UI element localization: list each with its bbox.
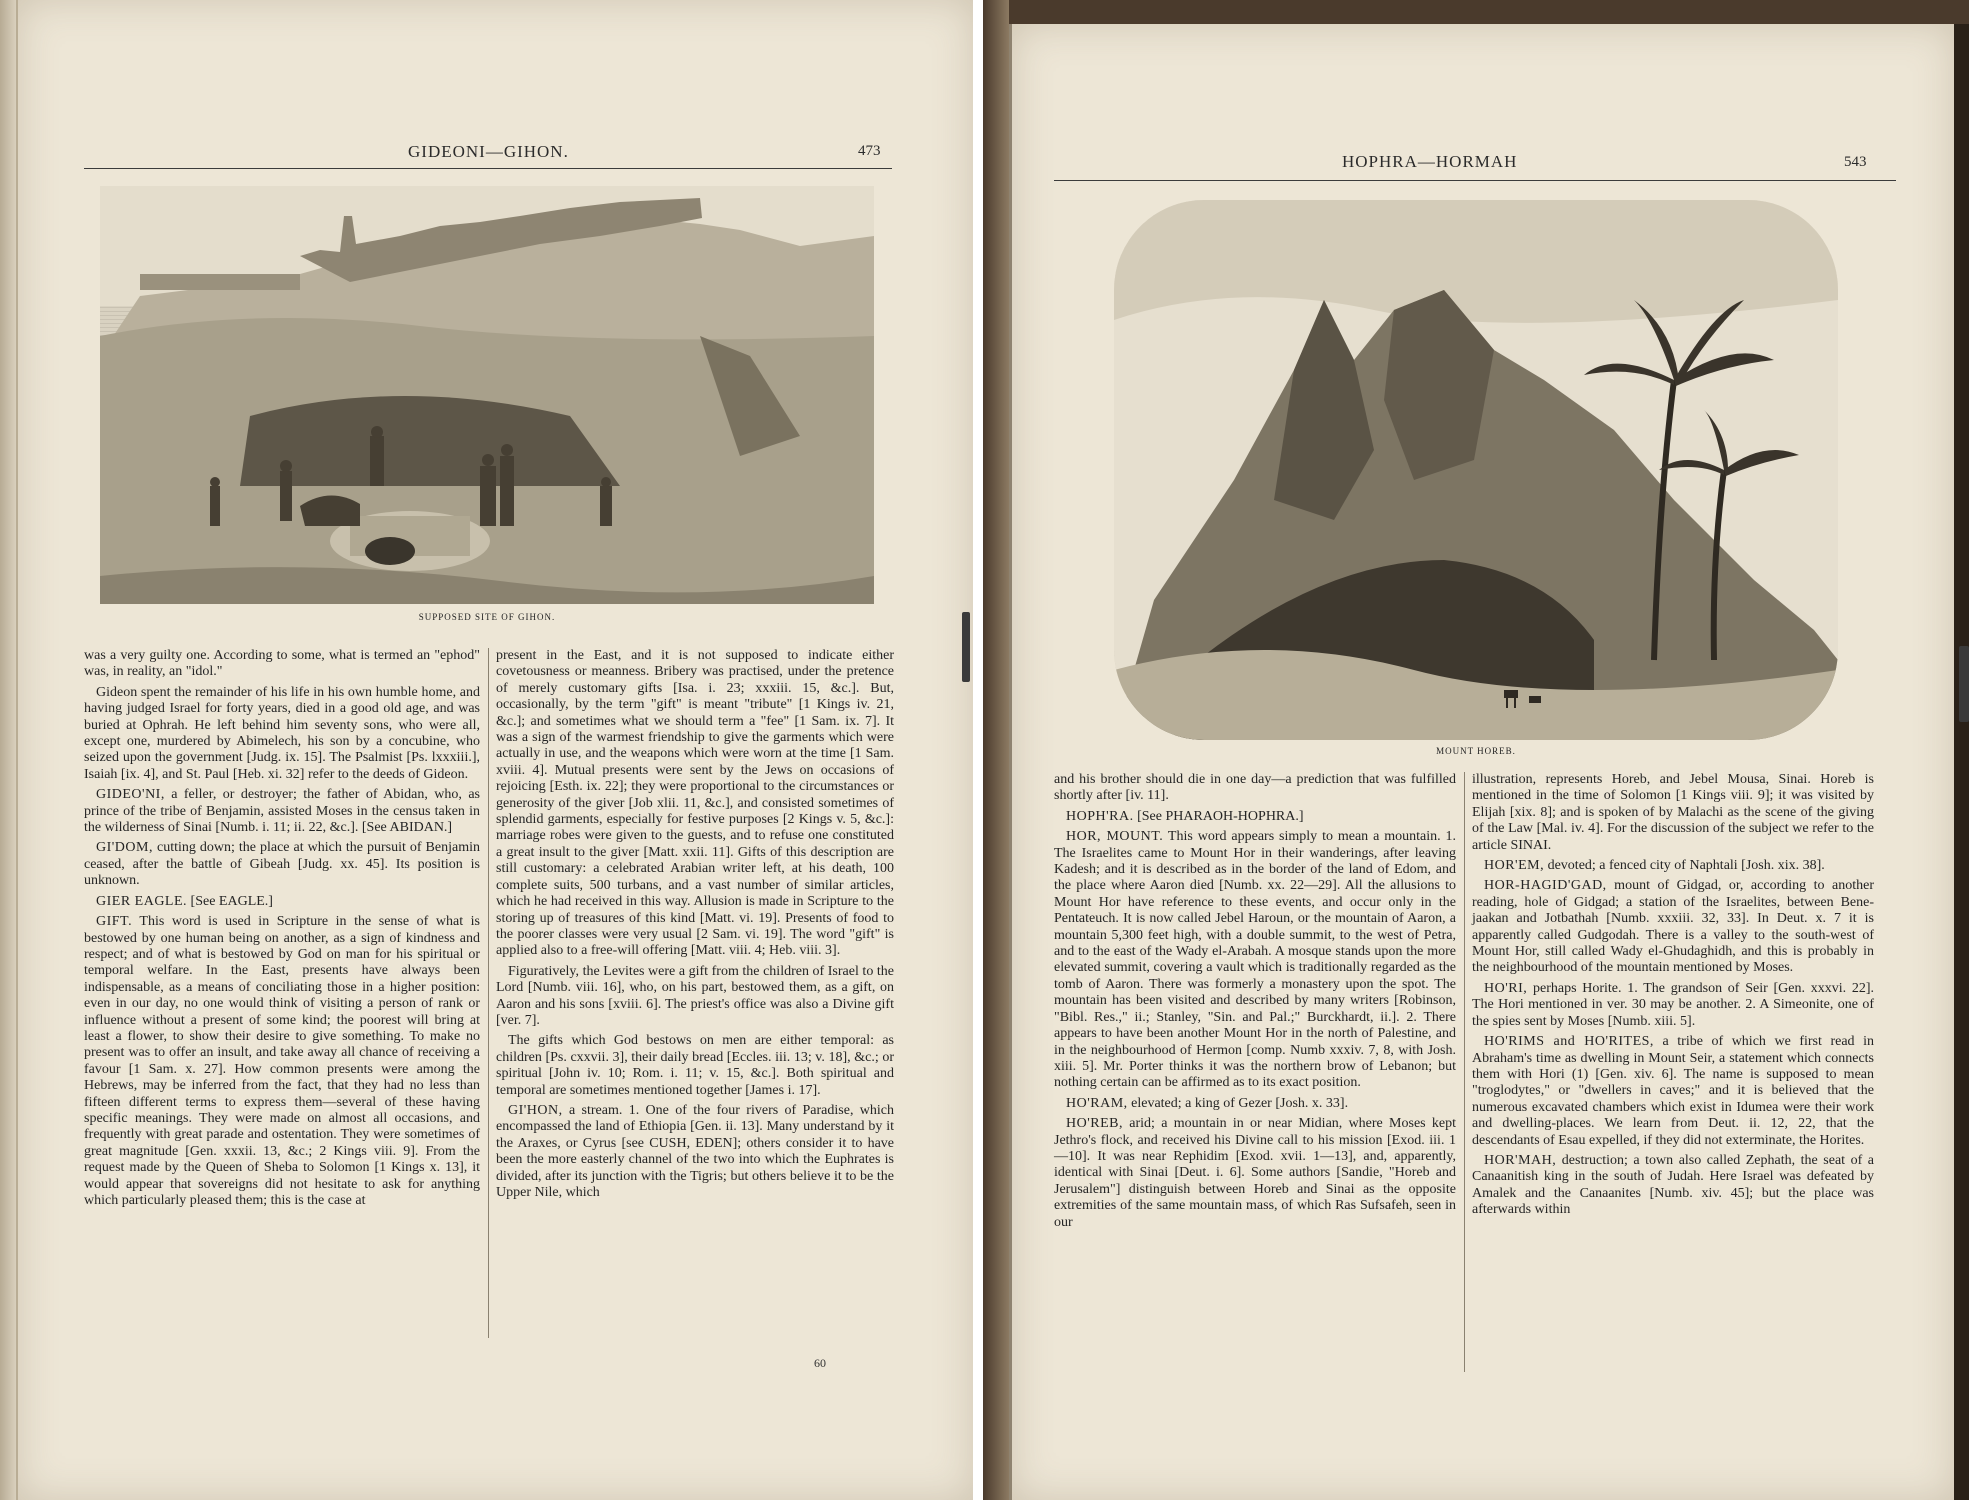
right-book-cover-edge xyxy=(983,0,1009,1500)
entry-text: devoted; a fenced city of Naphtali [Josh. xix. 38]. xyxy=(1544,858,1825,874)
entry-text: cutting down; the place at which the pursuit of Benjamin ceased, after the battle of Gibeah [Judg. xx. 45]. Its position is unknown. xyxy=(84,840,480,889)
left-page-number: 473 xyxy=(858,143,881,159)
entry-horam xyxy=(1054,1096,1456,1112)
entry-hormah xyxy=(1472,1153,1874,1219)
entry-head: HO'RI, xyxy=(1484,980,1528,996)
entry-head: GI'HON, xyxy=(508,1102,563,1118)
right-header-rule xyxy=(1054,180,1896,181)
left-column-2 xyxy=(496,648,894,1205)
left-page-photo xyxy=(0,0,973,1500)
right-page-photo xyxy=(983,0,1969,1500)
book-clasp xyxy=(1959,646,1969,722)
entry-horims-horites xyxy=(1472,1034,1874,1149)
right-page-number: 543 xyxy=(1844,154,1867,170)
entry-text: destruction; a town also called Zephath, the seat of a Canaanitish king in the south of Judah. Here Israel was defeated by Amalek and the Canaanites [Numb. xiv. 45]; but the place was afterwards within xyxy=(1472,1152,1874,1218)
entry-text: This word appears simply to mean a mountain. 1. The Israelites came to Mount Hor in their wanderings, after leaving Kadesh; and it is described as in the border of the land of Edom, and the place where Aaron died [Numb. xx. 22—29]. All the allusions to Mount Hor have reference to these events, and occur only in the Pentateuch. It is now called Jebel Haroun, or the mountain of Aaron, a mountain 5,300 feet high, with a double summit, to the west of Petra, and to the east of the Wady el-Arabah. A mosque stands upon the more elevated summit, covering a vault which is traditionally regarded as the tomb of Aaron. There was formerly a monastery upon the spot. The mountain has been visited and described by many writers [Robinson, "Bibl. Res.," ii.; Stanley, "Sin. and Pal.;" Burckhardt, ii.]. 2. There appears to have been another Mount Hor in the north of Palestine, and in the neighbourhood of Hermon [comp. Numb xxxiv. 7, 8, with Josh. xiii. 5]. Mr. Porter thinks it was the northern brow of Lebanon; but nothing certain can be affirmed as to its exact position. xyxy=(1054,829,1456,1091)
entry-hophra xyxy=(1054,809,1456,825)
paragraph-text: illustration, represents Horeb, and Jebel Mousa, Sinai. Horeb is mentioned in the time of Solomon [1 Kings viii. 9]; it was visited by Elijah [xix. 8]; and is spoken of by Malachi as the scene of the giving of the Law [Mal. iv. 4]. For the discussion of the subject we refer to the article SINAI. xyxy=(1472,772,1874,853)
entry-text: elevated; a king of Gezer [Josh. x. 33]. xyxy=(1127,1095,1349,1111)
right-running-head: HOPHRA—HORMAH xyxy=(1342,152,1518,171)
entry-head: HOPH'RA. xyxy=(1066,808,1134,824)
left-column-1 xyxy=(84,648,480,1213)
mount-horeb-engraving xyxy=(1114,200,1838,740)
entry-horem xyxy=(1472,858,1874,874)
gihon-caption: SUPPOSED SITE OF GIHON. xyxy=(418,612,556,622)
book-cover-top xyxy=(983,0,1969,24)
paragraph xyxy=(1472,772,1874,854)
paragraph-text: present in the East, and it is not supposed to indicate either covetousness or meanness. Bribery was practised, under the pretence of merely customary gifts [Isa. i. 23; xxxiii. 15, &c.]. But, occasionally, by the term "gift" is meant "tribute" [1 Kings iv. 21, &c.]; and sometimes what we should term a "fee" [1 Sam. ix. 7]. It was a sign of the warmest friendship to give the garments which were actually in use, and the weapons which were worn at the time [1 Sam. xviii. 4]. Mutual presents were sent by the Jews on occasions of rejoicing [Esth. ix. 22]; they were proportional to the circumstances or generosity of the giver [Job xlii. 11, &c.], and consisted sometimes of splendid garments, especially for festive purposes [2 Kings v. 5, &c.]: marriage robes were given to the guests, and to refuse one constituted a great insult to the giver [Matt. xxii. 11]. Gifts of this description are still customary: a celebrated Arabian writer left, at his death, 100 complete suits, 500 turbans, and a vast number of similar articles, which he had received in this way. Allusion is made in Scripture to the storing up of treasures of this kind [Matt. vi. 19]. Presents of food to the poorer classes were very usual [2 Sam. vi. 19]. The word "gift" is applied also to a free-will offering [Matt. viii. 4; Heb. viii. 3]. xyxy=(496,648,894,959)
entry-text: [See PHARAOH-HOPHRA.] xyxy=(1133,808,1304,824)
entry-head: HOR'EM, xyxy=(1484,858,1545,874)
paragraph-text: Figuratively, the Levites were a gift from the children of Israel to the Lord [Numb. viii. 16], who, on his part, bestowed them, as a gift, on Aaron and his sons [xviii. 6]. The priest's office was also a Divine gift [ver. 7]. xyxy=(496,963,894,1028)
entry-text: a stream. 1. One of the four rivers of Paradise, which encompassed the land of Ethiopia [Gen. ii. 13]. Many understand by it the Araxes, or Cyrus [see CUSH, EDEN]; others consider it to have been the more easterly channel of the two into which the Euphrates is divided, after its junction with the Tigris; but others believe it to be the Upper Nile, which xyxy=(496,1102,894,1200)
gihon-engraving-art xyxy=(100,186,874,604)
entry-head: GIDEO'NI, xyxy=(96,787,165,803)
left-column-rule xyxy=(488,648,489,1338)
entry-text: This word is used in Scripture in the sense of what is bestowed by one human being on another, as a sign of kindness and respect; and of what is bestowed by God on man for his spiritual or temporal welfare. In the East, presents have always been indispensable, as a means of conciliating those in a higher position: even in our day, no one would think of visiting a person of rank or influence without a present of some kind; the poorest will bring at least a flower, to show their desire to give something. To make no present was to offer an insult, and take away all chance of receiving a favour [1 Sam. x. 27]. How common presents were among the Hebrews, may be inferred from the fact, that they had no less than fifteen different terms to express them—several of these having specific meanings. They were made on almost all occasions, and frequently with great parade and ostentation. They were sometimes of great magnitude [Gen. xxxii. 13, &c.; 2 Kings viii. 9]. From the request made by the Queen of Sheba to Solomon [1 Kings x. 13], it would appear that sovereigns did not hesitate to ask for anything which particularly pleased them; this is the case at xyxy=(84,914,480,1208)
entry-text: a tribe of which we first read in Abraham's time as dwelling in Mount Seir, a statement which connects them with Hori (1) [Gen. xiv. 6]. The name is supposed to mean "troglodytes," or "dwellers in caves;" and it is believed that the numerous excavated chambers which exist in Idumea were their work and dwelling-places. We learn from Deut. ii. 12, 22, that the descendants of Esau expelled, if they did not exterminate, the Horites. xyxy=(1472,1034,1874,1148)
left-running-head: GIDEONI—GIHON. xyxy=(408,142,569,161)
entry-text: arid; a mountain in or near Midian, where Moses kept Jethro's flock, and received his Divine call to his mission [Exod. iii. 1—10]. It was near Rephidim [Exod. xvii. 1—13], and, apparently, identical with Sinai [Deut. i. 6]. Some authors [Sandie, "Horeb and Jerusalem"] distinguish between Horeb and Sinai as the opposite extremities of the same mountain mass, of which Ras Sufsafeh, seen in our xyxy=(1054,1116,1456,1230)
entry-head: HOR-HAGID'GAD, xyxy=(1484,878,1607,894)
left-header-rule xyxy=(84,168,892,169)
entry-gideoni xyxy=(84,787,480,836)
right-column-rule xyxy=(1464,772,1465,1372)
paragraph-text: Gideon spent the remainder of his life in his own humble home, and having judged Israel for forty years, died in a good old age, and was buried at Ophrah. He left behind him seventy sons, who were all, except one, murdered by Abimelech, his son by a concubine, who seized upon the government [Judg. ix. 15]. The Psalmist [Ps. lxxxiii.], Isaiah [ix. 4], and St. Paul [Heb. xi. 32] refer to the deeds of Gideon. xyxy=(84,684,480,782)
left-page xyxy=(16,0,973,1500)
entry-horeb xyxy=(1054,1116,1456,1231)
entry-head: GI'DOM, xyxy=(96,840,153,856)
horeb-caption: MOUNT HOREB. xyxy=(1436,746,1516,756)
entry-gihon xyxy=(496,1103,894,1201)
entry-head: HO'RAM, xyxy=(1066,1095,1128,1111)
paragraph xyxy=(84,685,480,783)
entry-head: GIER EAGLE. xyxy=(96,893,188,909)
entry-head: HOR'MAH, xyxy=(1484,1152,1557,1168)
entry-head: HOR, MOUNT. xyxy=(1066,829,1164,845)
entry-gidom xyxy=(84,840,480,889)
right-page xyxy=(1009,24,1954,1500)
paragraph-text: and his brother should die in one day—a prediction that was fulfilled shortly after [iv. 11]. xyxy=(1054,772,1456,804)
entry-gier-eagle xyxy=(84,894,480,910)
entry-text: a feller, or destroyer; the father of Abidan, who, as prince of the tribe of Benjamin, assisted Moses in the census taken in the wilderness of Sinai [Numb. i. 11; ii. 22, &c.]. [See ABIDAN.] xyxy=(84,787,480,836)
entry-text: perhaps Horite. 1. The grandson of Seir [Gen. xxxvi. 22]. The Hori mentioned in ver. 30 may be another. 2. A Simeonite, one of the spies sent by Moses [Numb. xiii. 5]. xyxy=(1472,980,1874,1029)
book-clasp-left xyxy=(962,612,970,682)
entry-text: [See EAGLE.] xyxy=(187,893,273,909)
right-column-1 xyxy=(1054,772,1456,1235)
right-column-2 xyxy=(1472,772,1874,1223)
entry-gift xyxy=(84,914,480,1209)
mount-horeb-engraving-art xyxy=(1114,200,1838,740)
paragraph-text: The gifts which God bestows on men are either temporal: as children [Ps. cxxvii. 3], their daily bread [Eccles. iii. 13; v. 18], &c.; or spiritual [John iv. 10; Rom. i. 11; v. 15, &c.]. Both spiritual and temporal are sometimes mentioned together [James i. 17]. xyxy=(496,1033,894,1098)
entry-hori xyxy=(1472,981,1874,1030)
gihon-engraving xyxy=(100,186,874,604)
entry-head: HO'REB, xyxy=(1066,1116,1123,1132)
entry-head: HO'RIMS and HO'RITES, xyxy=(1484,1034,1654,1050)
paragraph-text: was a very guilty one. According to some, what is termed an "ephod" was, in reality, an "idol." xyxy=(84,648,480,680)
entry-hor-mount xyxy=(1054,829,1456,1092)
printer-signature: 60 xyxy=(814,1356,826,1370)
paragraph xyxy=(496,648,894,960)
paragraph xyxy=(84,648,480,681)
paragraph xyxy=(496,964,894,1030)
entry-text: mount of Gidgad, or, according to another reading, hole of Gidgad; a station of the Israelites, between Bene-jaakan and Jotbathah [Numb. xxxiii. 32, 33]. In Deut. x. 7 it is apparently called Gudgodah. There is a valley to the south-west of Mount Hor, still called Wady el-Ghudaghidh, and this is probably in the neighbourhood of the mountain mentioned by Moses. xyxy=(1472,878,1874,976)
entry-head: GIFT. xyxy=(96,914,133,930)
paragraph xyxy=(496,1033,894,1099)
paragraph xyxy=(1054,772,1456,805)
entry-hor-hagidgad xyxy=(1472,878,1874,976)
left-page-edge xyxy=(0,0,16,1500)
